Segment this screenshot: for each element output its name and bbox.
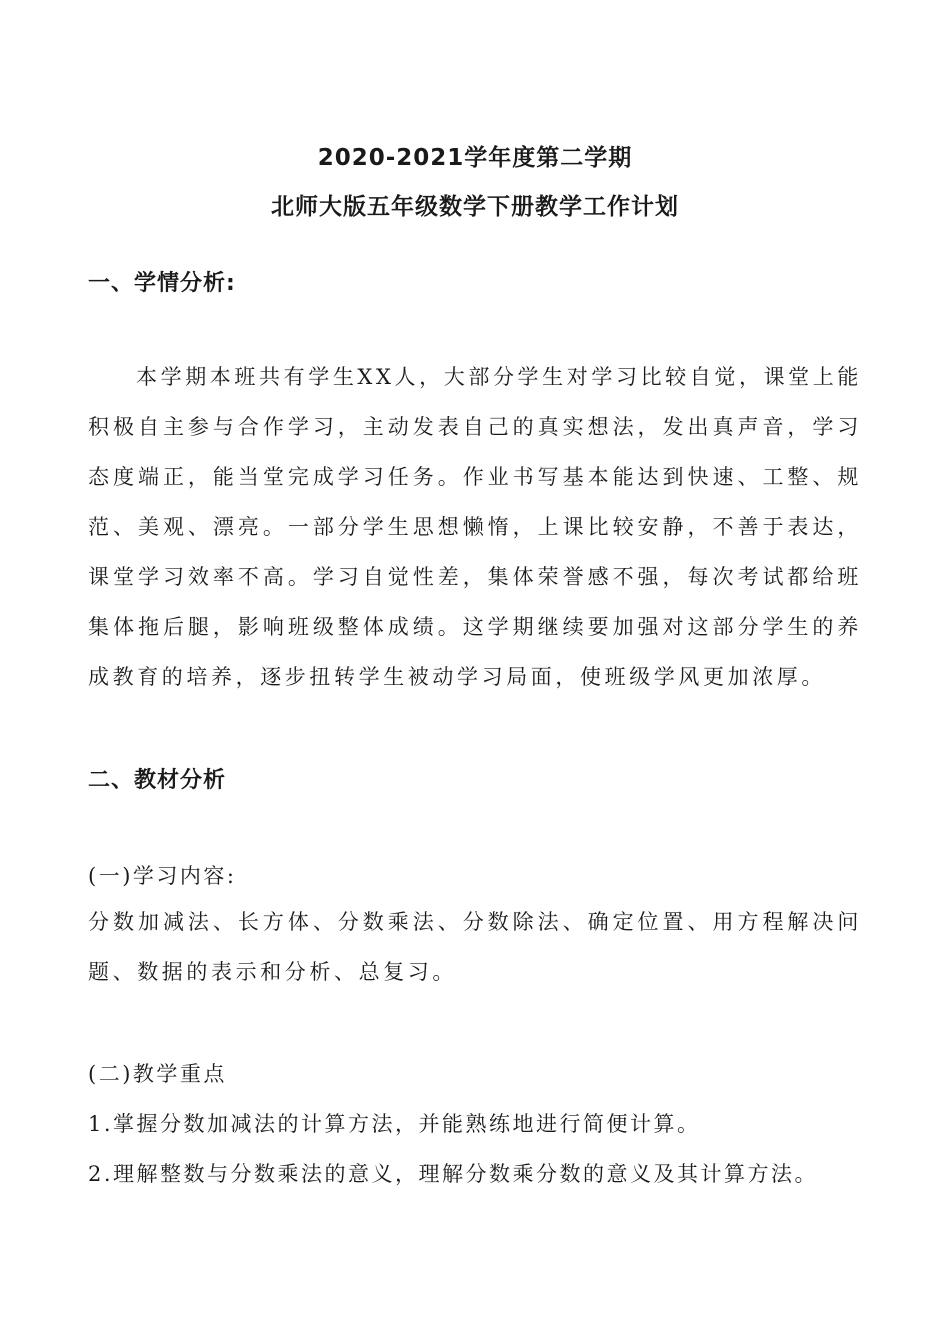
learning-content-paragraph: 分数加减法、长方体、分数乘法、分数除法、确定位置、用方程解决问题、数据的表示和分析、总复习。 bbox=[88, 910, 862, 984]
teaching-focus-item: 1.掌握分数加减法的计算方法，并能熟练地进行简便计算。 bbox=[88, 1112, 701, 1136]
student-analysis-paragraph: 本学期本班共有学生XX人，大部分学生对学习比较自觉，课堂上能积极自主参与合作学习，主动发表自己的真实想法，发出真声音，学习态度端正，能当堂完成学习任务。作业书写基本能达到快速、工整、规范、美观、漂亮。一部分学生思想懒惰，上课比较安静，不善于表达，课堂学习效率不高。学习自觉性差，集体荣誉感不强，每次考试都给班集体拖后腿，影响班级整体成绩。这学期继续要加强对这部分学生的养成教育的培养，逐步扭转学生被动学习局面，使班级学风更加浓厚。 bbox=[88, 365, 862, 689]
teaching-focus-item: 2.理解整数与分数乘法的意义，理解分数乘分数的意义及其计算方法。 bbox=[88, 1162, 819, 1186]
section-heading-textbook-analysis: 二、教材分析 bbox=[88, 768, 227, 793]
subheading-learning-content: (一)学习内容: bbox=[88, 864, 237, 888]
subheading-teaching-focus: (二)教学重点 bbox=[88, 1062, 227, 1086]
document-title-line1: 2020-2021学年度第二学期 bbox=[317, 145, 633, 171]
section-heading-student-analysis: 一、学情分析: bbox=[88, 271, 236, 296]
document-title-line2: 北师大版五年级数学下册教学工作计划 bbox=[271, 194, 679, 220]
